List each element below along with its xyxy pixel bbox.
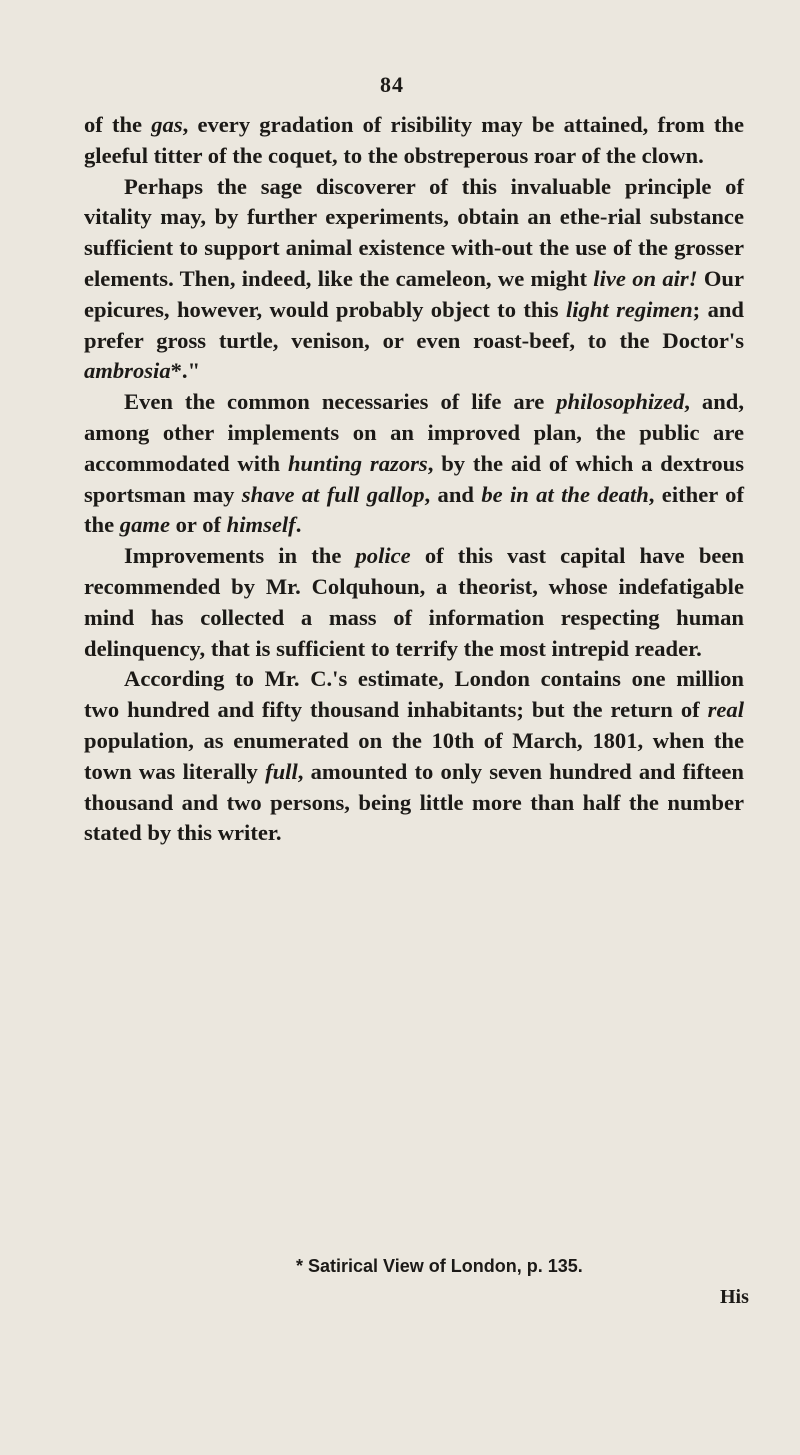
paragraph (84, 387, 744, 541)
text-run: According to Mr. C.'s estimate, London contains one million two hundred and fifty thousand inhabitants; but the return of (84, 666, 744, 723)
footnote: * Satirical View of London, p. 135. (296, 1256, 583, 1276)
text-run: *." (170, 358, 201, 384)
text-run: Our epicures, however, would probably object to this (84, 265, 744, 322)
italic-text: philosophized (556, 389, 685, 415)
text-run: , by the aid of which a dextrous sportsman may (84, 450, 744, 507)
text-run: , amounted to only seven hundred and fifteen thousand and two persons, being little more than half the number stated by this writer. (84, 758, 744, 846)
text-run: of the (84, 112, 152, 137)
italic-text: himself (226, 512, 296, 538)
text-run: , every gradation of risibility may be attained, from the gleeful titter of the coquet, to the obstreperous roar of the clown. (84, 112, 744, 168)
text-run: or of (169, 512, 227, 538)
paragraph (84, 172, 744, 388)
paragraph (84, 541, 744, 664)
italic-text: real (707, 697, 744, 723)
text-run: , and, among other implements on an improved plan, the public are accommodated with (84, 389, 744, 476)
text-run: Perhaps the sage discoverer of this invaluable principle of vitality may, by further experiments, obtain an ethe-rial substance sufficient to support animal existence with-out the use of the grosser elements. Then, indeed, like the cameleon, we might (84, 173, 744, 291)
text-run: , and (424, 481, 482, 507)
italic-text: ambrosia (84, 358, 171, 384)
italic-text: hunting razors (287, 450, 428, 476)
italic-text: be in at the death (481, 481, 649, 507)
text-run: , either of the (84, 481, 745, 538)
catchword: His (720, 1286, 749, 1308)
text-run: of this vast capital have been recommended by Mr. Colquhoun, a theorist, whose indefatigable mind has collected a mass of information respecting human delinquency, that is sufficient to terrify the most intrepid reader. (84, 543, 745, 661)
italic-text: police (355, 543, 411, 569)
body-text (84, 110, 744, 849)
text-run: Even the common necessaries of life are (124, 389, 557, 415)
paragraph (84, 664, 744, 849)
page-number: 84 (380, 72, 404, 97)
text-run: ; and prefer gross turtle, venison, or even roast-beef, to the Doctor's (84, 296, 744, 353)
text-run: . (295, 512, 302, 538)
italic-text: game (119, 512, 170, 538)
text-run: Improvements in the (124, 543, 356, 569)
text-run: population, as enumerated on the 10th of March, 1801, when the town was literally (84, 727, 744, 784)
italic-text: full (265, 758, 298, 784)
italic-text: light regimen (565, 296, 693, 322)
italic-text: live on air! (593, 265, 698, 291)
italic-text: gas (151, 112, 183, 137)
paragraph (84, 110, 744, 172)
italic-text: shave at full gallop (241, 481, 425, 507)
